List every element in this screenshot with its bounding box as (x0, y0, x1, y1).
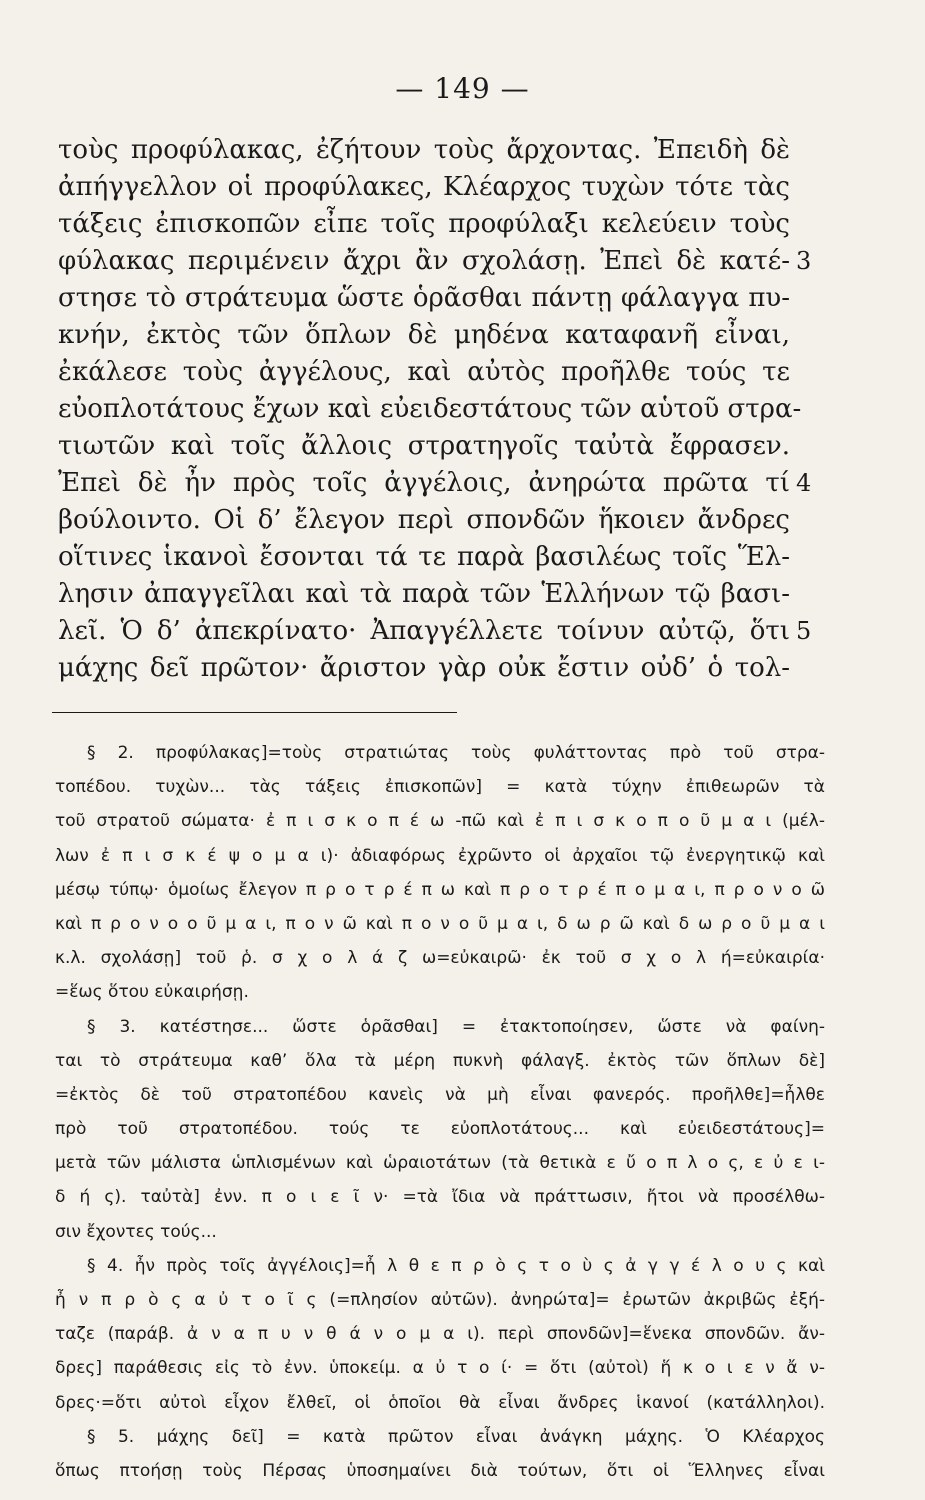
text-line: εὐοπλοτάτους ἔχων καὶ εὐειδεστάτους τῶν αὑτοῦ στρα- (58, 394, 802, 424)
text-line: μάχης δεῖ πρῶτον· ἄριστον γὰρ οὐκ ἔστιν οὐδ’ ὁ τολ- (58, 653, 790, 683)
section-number: 4 (796, 469, 812, 497)
note-line: κ.λ. σχολάσῃ] τοῦ ῥ. σ χ ο λ ά ζ ω=εὐκαιρῶ· ἐκ τοῦ σ χ ο λ ή=εὐκαιρία· (55, 948, 825, 969)
text-line: ἀπήγγελλον οἱ προφύλακες, Κλέαρχος τυχὼν τότε τὰς (58, 172, 790, 202)
note-line: μετὰ τῶν μάλιστα ὡπλισμένων καὶ ὡραιοτάτων (τὰ θετικὰ ε ὔ ο π λ ο ς, ε ὐ ε ι- (55, 1153, 825, 1174)
page-number: — 149 — (395, 72, 530, 105)
note-line: ὅπως πτοήσῃ τοὺς Πέρσας ὑποσημαίνει διὰ τούτων, ὅτι οἱ Ἕλληνες εἶναι (55, 1460, 825, 1481)
text-line: στησε τὸ στράτευμα ὥστε ὁρᾶσθαι πάντῃ φάλαγγα πυ- (58, 283, 790, 313)
text-line: λησιν ἀπαγγεῖλαι καὶ τὰ παρὰ τῶν Ἑλλήνων τῷ βασι- (58, 579, 790, 609)
note-line: μέσῳ τύπῳ· ὁμοίως ἔλεγον π ρ ο τ ρ έ π ω καὶ π ρ ο τ ρ έ π ο μ α ι, π ρ ο ν ο ῶ (55, 879, 825, 900)
main-text (58, 132, 802, 687)
text-line: τάξεις ἐπισκοπῶν εἶπε τοῖς προφύλαξι κελεύειν τοὺς (58, 209, 790, 239)
text-line: οἵτινες ἱκανοὶ ἔσονται τά τε παρὰ βασιλέως τοῖς Ἕλ- (58, 542, 790, 572)
note-line: δ ή ς). ταὐτὰ] ἐνν. π ο ι ε ῖ ν· =τὰ ἴδια νὰ πράττωσιν, ἤτοι νὰ προσέλθω- (55, 1187, 825, 1208)
note-line: σιν ἔχοντες τούς... (55, 1221, 217, 1242)
section-number: 3 (796, 247, 812, 275)
text-line: κνήν, ἐκτὸς τῶν ὅπλων δὲ μηδένα καταφανῆ εἶναι, (58, 320, 790, 350)
section-number: 5 (796, 617, 812, 645)
text-line: φύλακας περιμένειν ἄχρι ἂν σχολάσῃ. Ἐπεὶ δὲ κατέ- (58, 246, 790, 276)
note-line: πρὸ τοῦ στρατοπέδου. τούς τε εὐοπλοτάτους... καὶ εὐειδεστάτους]= (55, 1119, 825, 1140)
text-line: Ἐπεὶ δὲ ἦν πρὸς τοῖς ἀγγέλοις, ἀνηρώτα πρῶτα τί (58, 468, 790, 498)
text-line: λεῖ. Ὁ δ’ ἀπεκρίνατο· Ἀπαγγέλλετε τοίνυν αὐτῷ, ὅτι (58, 616, 790, 646)
note-line: § 4. ἦν πρὸς τοῖς ἀγγέλοις]=ἦ λ θ ε π ρ ὸ ς τ ο ὺ ς ἀ γ γ έ λ ο υ ς καὶ (87, 1255, 825, 1276)
note-line: =ἕως ὅτου εὐκαιρήσῃ. (55, 982, 249, 1003)
note-line: ταζε (παράβ. ἀ ν α π υ ν θ ά ν ο μ α ι). περὶ σπονδῶν]=ἕνεκα σπονδῶν. ἄν- (55, 1324, 825, 1345)
note-line: § 3. κατέστησε... ὥστε ὁρᾶσθαι] = ἐτακτοποίησεν, ὥστε νὰ φαίνη- (87, 1016, 825, 1037)
note-line: ἦ ν π ρ ὸ ς α ὐ τ ο ῖ ς (=πλησίον αὐτῶν). ἀνηρώτα]= ἐρωτῶν ἀκριβῶς ἐξή- (55, 1290, 825, 1310)
note-line: § 2. προφύλακας]=τοὺς στρατιώτας τοὺς φυλάττοντας πρὸ τοῦ στρα- (87, 743, 825, 763)
note-line: καὶ π ρ ο ν ο ο ῦ μ α ι, π ο ν ῶ καὶ π ο ν ο ῦ μ α ι, δ ω ρ ῶ καὶ δ ω ρ ο ῦ μ α ι (55, 913, 825, 934)
note-line: τοῦ στρατοῦ σώματα· ἐ π ι σ κ ο π έ ω -πῶ καὶ ἐ π ι σ κ ο π ο ῦ μ α ι (μέλ- (55, 811, 825, 832)
note-line: =ἐκτὸς δὲ τοῦ στρατοπέδου κανεὶς νὰ μὴ εἶναι φανερός. προῆλθε]=ἦλθε (55, 1084, 825, 1105)
note-line: δρες] παράθεσις εἰς τὸ ἐνν. ὑποκείμ. α ὐ τ ο ί· = ὅτι (αὐτοὶ) ἥ κ ο ι ε ν ἄ ν- (55, 1358, 825, 1379)
note-line: λων ἐ π ι σ κ έ ψ ο μ α ι)· ἀδιαφόρως ἐχρῶντο οἱ ἀρχαῖοι τῷ ἐνεργητικῷ καὶ (55, 845, 825, 866)
note-line: δρες·=ὅτι αὐτοὶ εἶχον ἔλθεῖ, οἱ ὁποῖοι θὰ εἶναι ἄνδρες ἱκανοί (κατάλληλοι). (55, 1392, 825, 1413)
text-line: τοὺς προφύλακας, ἐζήτουν τοὺς ἄρχοντας. Ἐπειδὴ δὲ (58, 135, 790, 165)
note-line: ται τὸ στράτευμα καθ’ ὅλα τὰ μέρη πυκνὴ φάλαγξ. ἐκτὸς τῶν ὅπλων δὲ] (55, 1050, 825, 1071)
note-line: § 5. μάχης δεῖ] = κατὰ πρῶτον εἶναι ἀνάγκη μάχης. Ὁ Κλέαρχος (87, 1426, 825, 1447)
text-line: τιωτῶν καὶ τοῖς ἄλλοις στρατηγοῖς ταὐτὰ ἔφρασεν. (58, 431, 790, 461)
note-line: τοπέδου. τυχὼν... τὰς τάξεις ἐπισκοπῶν] = κατὰ τύχην ἐπιθεωρῶν τὰ (55, 777, 825, 798)
text-line: βούλοιντο. Οἱ δ’ ἔλεγον περὶ σπονδῶν ἥκοιεν ἄνδρες (58, 505, 790, 535)
commentary-notes (55, 736, 825, 1488)
text-line: ἐκάλεσε τοὺς ἀγγέλους, καὶ αὐτὸς προῆλθε τούς τε (58, 357, 790, 387)
footnote-divider (52, 712, 457, 713)
